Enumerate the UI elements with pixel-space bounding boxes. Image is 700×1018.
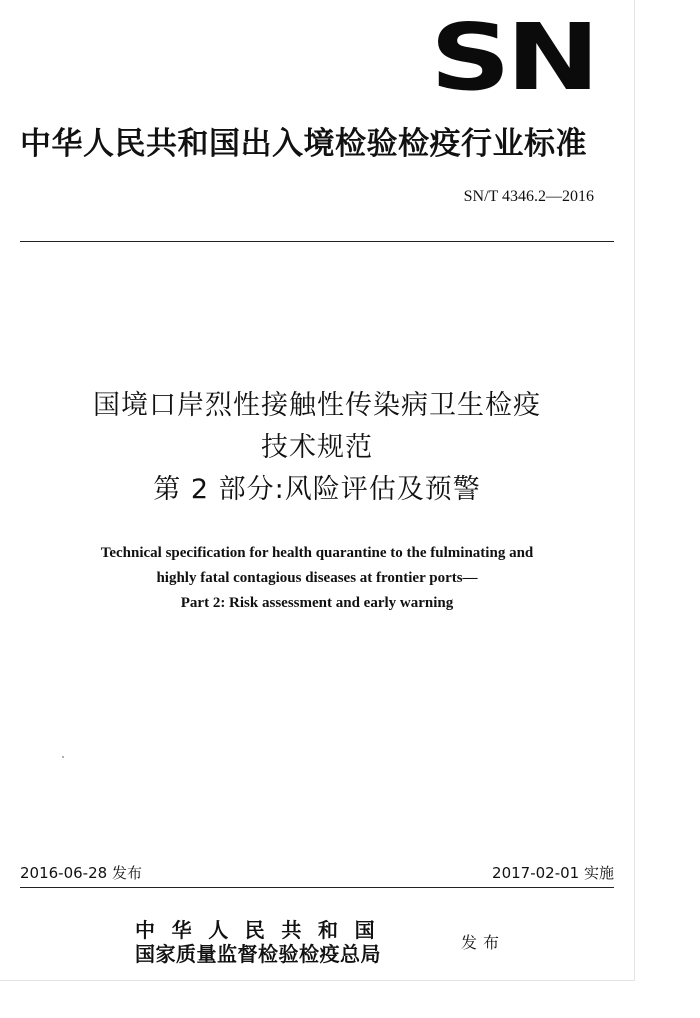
top-divider — [20, 241, 614, 242]
scan-speck — [62, 756, 64, 758]
issue-date: 2016-06-28 发布 — [20, 864, 142, 882]
english-title-line: Technical specification for health quarantine to the fulminating and — [100, 545, 534, 561]
english-title-line: highly fatal contagious diseases at frontier ports— — [156, 570, 478, 586]
chinese-title — [0, 385, 634, 511]
issuer-country: 中华人民共和国 — [135, 918, 392, 942]
english-title-line: Part 2: Risk assessment and early warning — [180, 595, 454, 611]
issuer-agency: 国家质量监督检验检疫总局 — [135, 942, 381, 966]
chinese-title-line: 技术规范 — [261, 432, 373, 463]
bottom-divider — [20, 887, 614, 888]
implementation-date: 2017-02-01 实施 — [492, 864, 614, 882]
chinese-title-line: 国境口岸烈性接触性传染病卫生检疫 — [93, 390, 541, 421]
chinese-title-line: 第 2 部分:风险评估及预警 — [153, 474, 481, 505]
issuer-block — [135, 918, 391, 966]
issuing-authority-heading: 中华人民共和国出入境检验检疫行业标准 — [20, 126, 587, 162]
standard-number: SN/T 4346.2—2016 — [463, 188, 594, 205]
publish-label: 发布 — [461, 933, 506, 952]
sn-logo: SN — [430, 4, 596, 111]
english-title — [0, 541, 634, 616]
